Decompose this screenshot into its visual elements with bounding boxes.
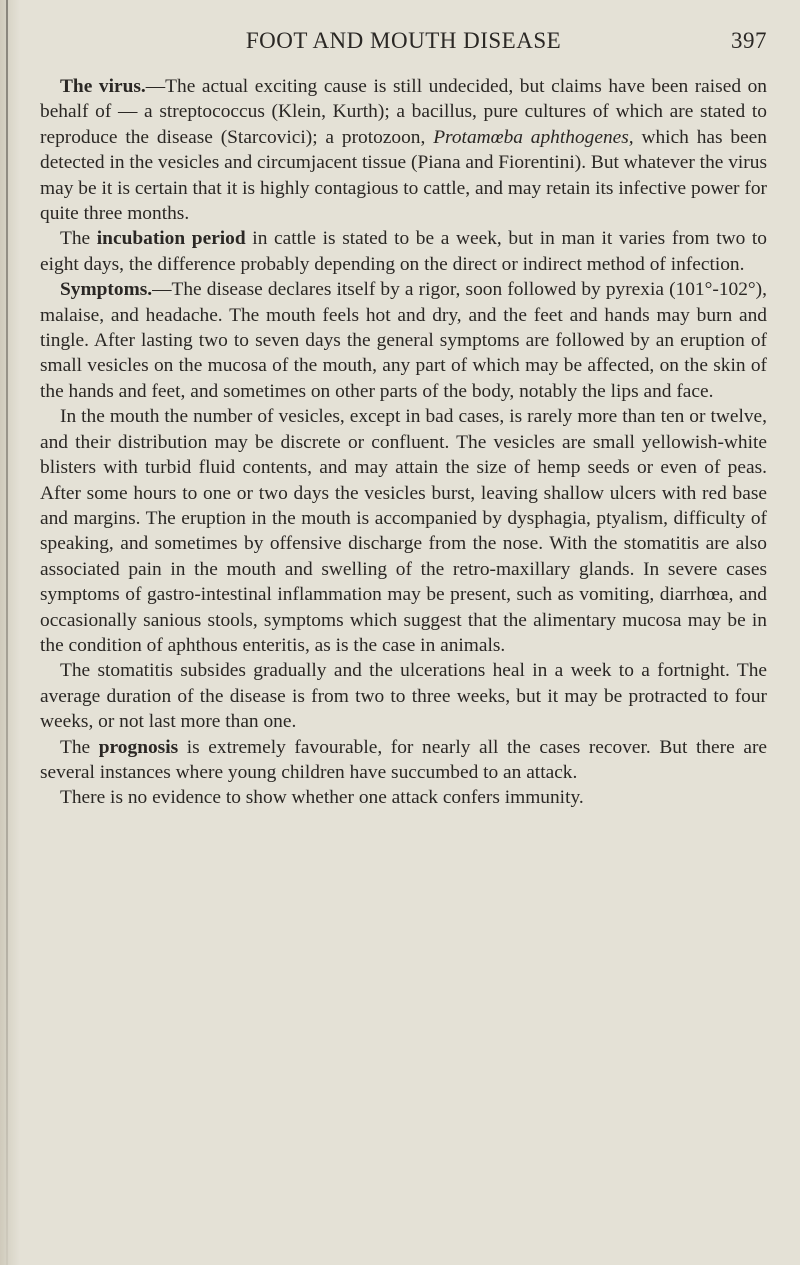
heading-symptoms: Symptoms.: [60, 279, 153, 301]
text-run: in cattle is stated to be a week, but in man it varies from two to eight days, the difference probably depending on the direct or indirect method of infection.: [40, 228, 768, 275]
paragraph-virus: [40, 74, 767, 226]
page-header: [40, 28, 767, 64]
page-number: 397: [731, 28, 767, 53]
text-run: There is no evidence to show whether one attack confers immunity.: [60, 787, 584, 809]
paragraph-incubation: [40, 226, 767, 277]
text-run: —The actual exciting cause is still undecided, but claims have been raised on behalf of — a streptococcus (Klein, Kurth); a bacillus, pure cultures of which are stated to reproduce the disease (Starcovici); a protozoon,: [40, 76, 767, 148]
heading-incubation-period: incubation period: [96, 228, 246, 250]
binding-shadow-line: [6, 0, 8, 1265]
running-head: FOOT AND MOUTH DISEASE: [245, 28, 562, 53]
text-run: In the mouth the number of vesicles, except in bad cases, is rarely more than ten or twelve, and their distribution may be discrete or confluent. The vesicles are small yellowish-white blisters with turbid fluid contents, and may attain the size of hemp seeds or even of peas. After some hours to one or two days the vesicles burst, leaving shallow ulcers with red base and margins. The eruption in the mouth is accompanied by dysphagia, ptyalism, difficulty of speaking, and sometimes by offensive discharge from the nose. With the stomatitis are also associated pain in the mouth and swelling of the retro-maxillary glands. In severe cases symptoms of gastro-intestinal inflammation may be present, such as vomiting, diarrhœa, and occasionally sanious stools, symptoms which suggest that the alimentary mucosa may be in the condition of aphthous enteritis, as is the case in animals.: [40, 406, 767, 656]
paragraph-symptoms: [40, 277, 767, 404]
text-run: which has been detected in the vesicles and circumjacent tissue (Piana and Fiorentini). But whatever the virus may be it is certain that it is highly contagious to cattle, and may retain its infective power for quite three months.: [40, 126, 767, 225]
heading-the-virus: The virus.: [60, 76, 146, 97]
paragraph-prognosis: [40, 735, 767, 786]
paragraph-mouth-vesicles: [40, 404, 767, 658]
body-text: [40, 74, 767, 811]
text-run: The: [60, 228, 97, 250]
text-run: is extremely favourable, for nearly all the cases recover. But there are several instances where young children have succumbed to an attack.: [40, 736, 768, 783]
paragraph-stomatitis: [40, 658, 767, 734]
species-name: Protamœba aphthogenes,: [433, 126, 634, 148]
text-run: The stomatitis subsides gradually and the ulcerations heal in a week to a fortnight. The average duration of the disease is from two to three weeks, but it may be protracted to four weeks, or not last more than one.: [40, 660, 767, 733]
text-run: —The disease declares itself by a rigor, soon followed by pyrexia (101°-102°), malaise, and headache. The mouth feels hot and dry, and the feet and hands may burn and tingle. After lasting two to seven days the general symptoms are followed by an eruption of small vesicles on the mucosa of the mouth, any part of which may be affected, on the skin of the hands and feet, and sometimes on other parts of the body, notably the lips and face.: [40, 279, 767, 402]
paragraph-immunity: [40, 785, 767, 810]
heading-prognosis: prognosis: [98, 736, 179, 758]
page-binding-gutter: [0, 0, 20, 1265]
book-page: [40, 28, 767, 811]
text-run: The: [60, 736, 99, 758]
